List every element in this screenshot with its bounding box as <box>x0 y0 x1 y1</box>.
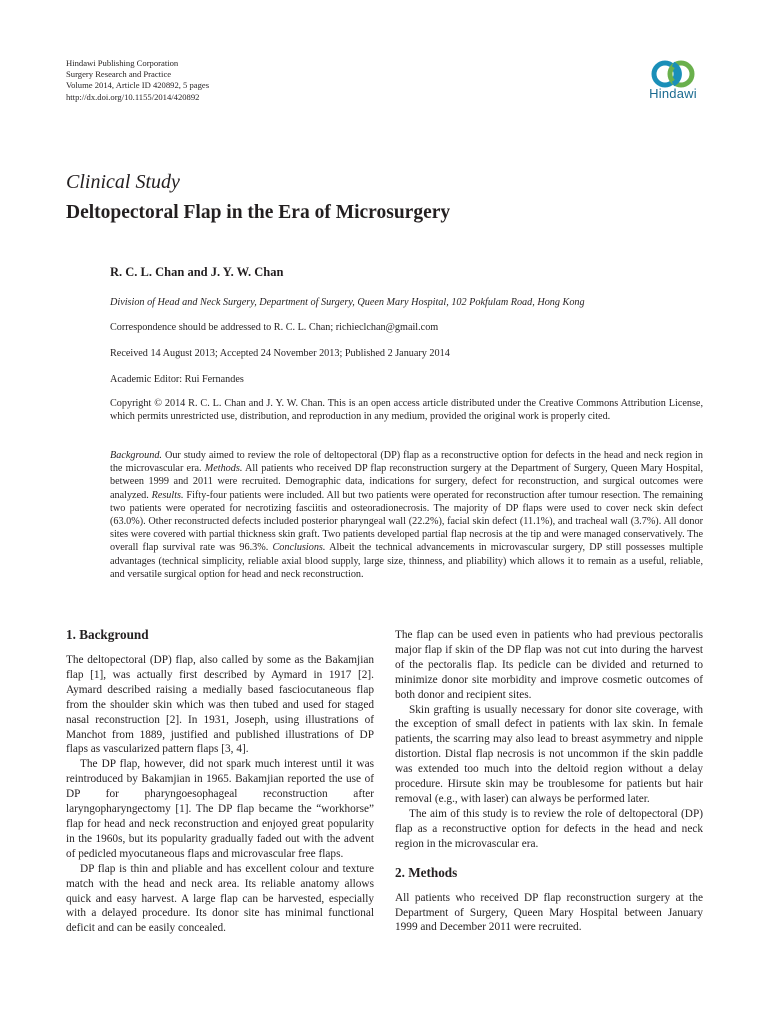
article-type: Clinical Study <box>66 171 180 193</box>
abstract-methods-text: All patients who received DP flap reconstruction surgery at the Department of Surgery, Queen Mary Hospital, between 1999 and 2011 were recruited. Demographic data, indications for surgery, defect for reconstruction, and surgical outcomes were analyzed. <box>110 463 703 501</box>
hindawi-logo-text: Hindawi <box>649 86 697 101</box>
body-column-left <box>66 626 374 936</box>
volume-info: Volume 2014, Article ID 420892, 5 pages <box>66 80 210 91</box>
abstract-results-label: Results. <box>151 489 184 501</box>
article-title: Deltopectoral Flap in the Era of Microsurgery <box>66 202 451 223</box>
affiliation: Division of Head and Neck Surgery, Department of Surgery, Queen Mary Hospital, 102 Pokfulam Road, Hong Kong <box>110 297 585 308</box>
correspondence: Correspondence should be addressed to R. C. L. Chan; richieclchan@gmail.com <box>110 322 439 333</box>
body-paragraph: The DP flap, however, did not spark much interest until it was reintroduced by Bakamjian in 1965. Bakamjian reported the use of DP for pharyngoesophageal reconstruction after laryngopharyngectomy [1]. The DP flap became the “workhorse” flap for head and neck reconstruction and enjoyed great popularity in the 1960s, but its popularity gradually faded out with the advent of pedicled myocutaneous flaps and microvascular free flaps. <box>66 758 374 860</box>
abstract-background-text: Our study aimed to review the role of deltopectoral (DP) flap as a reconstructive option for defects in the head and neck region in the microvascular era. <box>110 450 703 475</box>
academic-editor: Academic Editor: Rui Fernandes <box>110 374 244 385</box>
body-paragraph: All patients who received DP flap reconstruction surgery at the Department of Surgery, Queen Mary Hospital between January 1999 and December 2011 were recruited. <box>395 891 703 934</box>
section-heading-background: 1. Background <box>66 627 149 642</box>
publication-dates: Received 14 August 2013; Accepted 24 November 2013; Published 2 January 2014 <box>110 348 450 359</box>
journal-name: Surgery Research and Practice <box>66 69 172 80</box>
author-list: R. C. L. Chan and J. Y. W. Chan <box>110 265 284 279</box>
abstract-methods-label: Methods. <box>204 463 243 475</box>
body-paragraph: The deltopectoral (DP) flap, also called by some as the Bakamjian flap [1], was actually first described by Aymard in 1917 [2]. Aymard described raising a medially based fasciocutaneous flap from the shoulder skin which was then tubed and used for staged nasal reconstruction [2]. In 1931, Joseph, using illustrations of Manchot from 1889, justified and published illustrations of DP flaps as vascularized pattern flaps [3, 4]. <box>66 654 374 756</box>
body-paragraph: The flap can be used even in patients who had previous pectoralis major flap if skin of the DP flap was not cut into during the harvest of the pectoralis flap. Its pedicle can be divided and returned to minimize donor site morbidity and improve cosmetic outcomes of both donor and recipient sites. <box>395 629 703 701</box>
body-paragraph: Skin grafting is usually necessary for donor site coverage, with the exception of small defect in patients with lax skin. In female patients, the scarring may also lead to breast asymmetry and nipple distortion. Distal flap necrosis is not uncommon if the skin paddle was extended too much into the deltoid region without a delay procedure. Hirsute skin may be troublesome for patients but hair removal (e.g., with laser) can always be performed later. <box>395 703 703 805</box>
copyright-notice: Copyright © 2014 R. C. L. Chan and J. Y. W. Chan. This is an open access article distributed under the Creative Commons Attribution License, which permits unrestricted use, distribution, and reproduction in any medium, provided the original work is properly cited. <box>110 398 703 423</box>
body-column-right <box>395 628 703 935</box>
publisher-name: Hindawi Publishing Corporation <box>66 58 179 68</box>
doi-link[interactable]: http://dx.doi.org/10.1155/2014/420892 <box>66 91 200 102</box>
body-paragraph: DP flap is thin and pliable and has excellent colour and texture match with the head and neck area. Its reliable anatomy allows quick and easy harvest. A large flap can be harvested, especially with a delayed procedure. Its donor site has minimal functional deficit and can be easily concealed. <box>66 862 374 935</box>
abstract <box>110 449 703 581</box>
section-heading-methods: 2. Methods <box>395 864 458 880</box>
abstract-conclusions-label: Conclusions. <box>272 542 326 554</box>
abstract-background-label: Background. <box>110 450 162 461</box>
body-paragraph: The aim of this study is to review the role of deltopectoral (DP) flap as a reconstructive option for defects in the head and neck region in the microvascular era. <box>395 807 703 850</box>
abstract-conclusions-text: Albeit the technical advancements in microvascular surgery, DP still possesses multiple advantages (technical simplicity, reliable axial blood supply, large size, thinness, and pliability) which allows it to remain as a useful, reliable, and versatile surgical option for head and neck reconstruction. <box>110 542 703 580</box>
journal-header <box>66 58 209 103</box>
abstract-results-text: Fifty-four patients were included. All but two patients were operated for reconstruction after tumour resection. The remaining two patients were operated for necrotizing fasciitis and osteoradionecrosis. The majority of DP flaps were used to cover neck skin defect (63.0%). Other reconstructed defects included posterior pharyngeal wall (22.2%), facial skin defect (11.1%), and tracheal wall (3.7%). All donor sites were covered with partial thickness skin graft. Two patients developed partial flap necrosis at the tip and were managed conservatively. The overall flap survival rate was 96.3%. <box>110 489 703 554</box>
